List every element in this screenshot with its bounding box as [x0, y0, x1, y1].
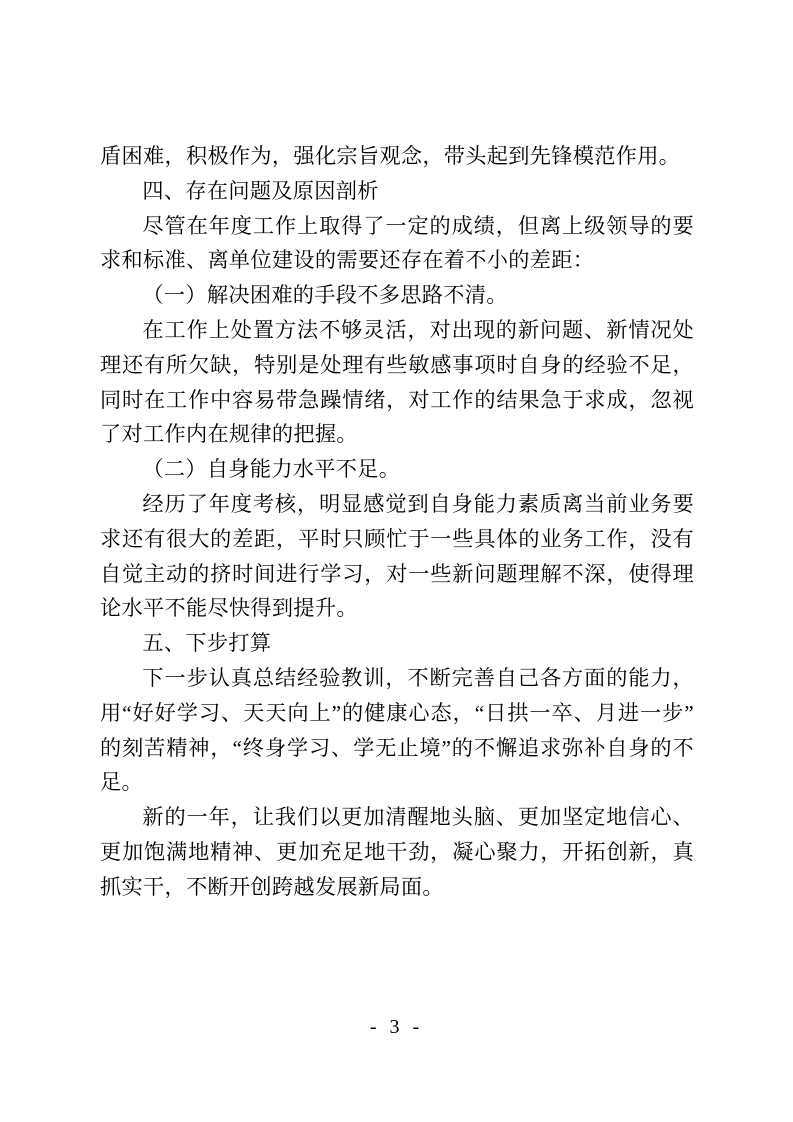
page-number: - 3 - [369, 1016, 424, 1038]
section-heading-5: 五、下步打算 [142, 631, 272, 656]
paragraph-problem-2: 经历了年度考核，明显感觉到自身能力素质离当前业务要求还有很大的差距，平时只顾忙于一些具体的业务工作，没有自觉主动的挤时间进行学习，对一些新问题理解不深，使得理论水平不能尽快得到提升。 [100, 491, 694, 621]
page-footer [0, 1014, 793, 1040]
paragraph-continuation: 盾困难，积极作为，强化宗旨观念，带头起到先锋模范作用。 [100, 144, 681, 168]
subheading-problem-1: （一）解决困难的手段不多思路不清。 [142, 283, 508, 308]
section-heading-4: 四、存在问题及原因剖析 [142, 178, 379, 203]
document-body [100, 139, 694, 905]
paragraph-closing: 新的一年，让我们以更加清醒地头脑、更加坚定地信心、更加饱满地精神、更加充足地干劲，凝心聚力，开拓创新，真抓实干，不断开创跨越发展新局面。 [100, 805, 694, 899]
subheading-problem-2: （二）自身能力水平不足。 [142, 457, 401, 482]
paragraph-next-steps: 下一步认真总结经验教训，不断完善自己各方面的能力，用“好好学习、天天向上”的健康心态，“日拱一卒、月进一步”的刻苦精神，“终身学习、学无止境”的不懈追求弥补自身的不足。 [100, 665, 694, 795]
paragraph-problems-intro: 尽管在年度工作上取得了一定的成绩，但离上级领导的要求和标准、离单位建设的需要还存在着不小的差距： [100, 213, 694, 273]
paragraph-problem-1: 在工作上处置方法不够灵活，对出现的新问题、新情况处理还有所欠缺，特别是处理有些敏感事项时自身的经验不足，同时在工作中容易带急躁情绪，对工作的结果急于求成，忽视了对工作内在规律的把握。 [100, 317, 694, 447]
